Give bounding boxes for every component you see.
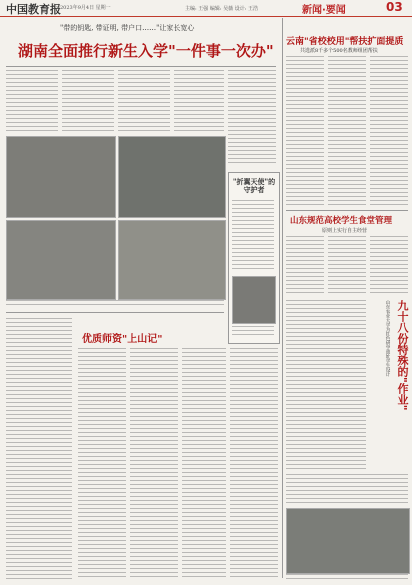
vertical-subhead: 山东农业大学为红色研学遗址学生设计 [385, 300, 390, 377]
article-column [286, 56, 324, 206]
article-column [230, 348, 278, 580]
page-number: 03 [386, 0, 403, 14]
article-column [118, 70, 170, 132]
article-column [6, 318, 72, 580]
vertical-headline: 九十八份特殊的"作业" [396, 300, 409, 411]
lead-headline: 湖南全面推行新生入学"一件事一次办" [18, 42, 274, 60]
article-column [328, 56, 366, 206]
article-column [182, 348, 226, 580]
right-top-subhead: 共选派8千多个500名教师组团帮扶 [300, 48, 378, 54]
issue-date: 2023年9月4日 星期一 [60, 5, 111, 11]
photo-activity [6, 220, 116, 300]
article-column [78, 348, 126, 580]
divider [6, 66, 276, 67]
divider [6, 312, 224, 313]
column-divider [282, 18, 283, 578]
lead-kicker: "带的钥匙, 带证明, 带户口……"让家长宽心 [60, 24, 195, 32]
article-column [6, 70, 58, 132]
right-mid-headline: 山东规范高校学生食堂管理 [290, 216, 393, 226]
editor-line: 主编: 王强 编辑: 吴薇 设计: 王浩 [185, 6, 259, 12]
article-column [62, 70, 114, 132]
inset-text [232, 200, 274, 272]
article-column [286, 236, 324, 296]
article-column [370, 56, 408, 206]
inset-photo [232, 276, 276, 324]
newspaper-brand: 中国教育报 [6, 3, 61, 16]
article-column [286, 474, 408, 504]
photo-caption [286, 574, 408, 580]
article-column [130, 348, 178, 580]
article-column [286, 300, 366, 470]
photo-students [118, 136, 226, 218]
photo-teacher [118, 220, 226, 300]
inset-title: "折翼天使"的 守护者 [232, 177, 276, 194]
section-title: 新闻·要闻 [302, 5, 346, 16]
article-column [328, 236, 366, 296]
inset-caption [232, 326, 274, 338]
photo-caption [6, 300, 224, 308]
feature-headline: 优质师资"上山记" [82, 334, 163, 345]
article-column [228, 70, 276, 166]
photo-classroom [6, 136, 116, 218]
right-top-headline: 云南"省校校用"帮扶扩面提质 [286, 37, 404, 47]
article-column [370, 236, 408, 296]
article-column [174, 70, 224, 132]
photo-research [286, 508, 410, 574]
divider [286, 210, 408, 211]
right-mid-subhead: 原则上实行自主经营 [322, 228, 368, 234]
